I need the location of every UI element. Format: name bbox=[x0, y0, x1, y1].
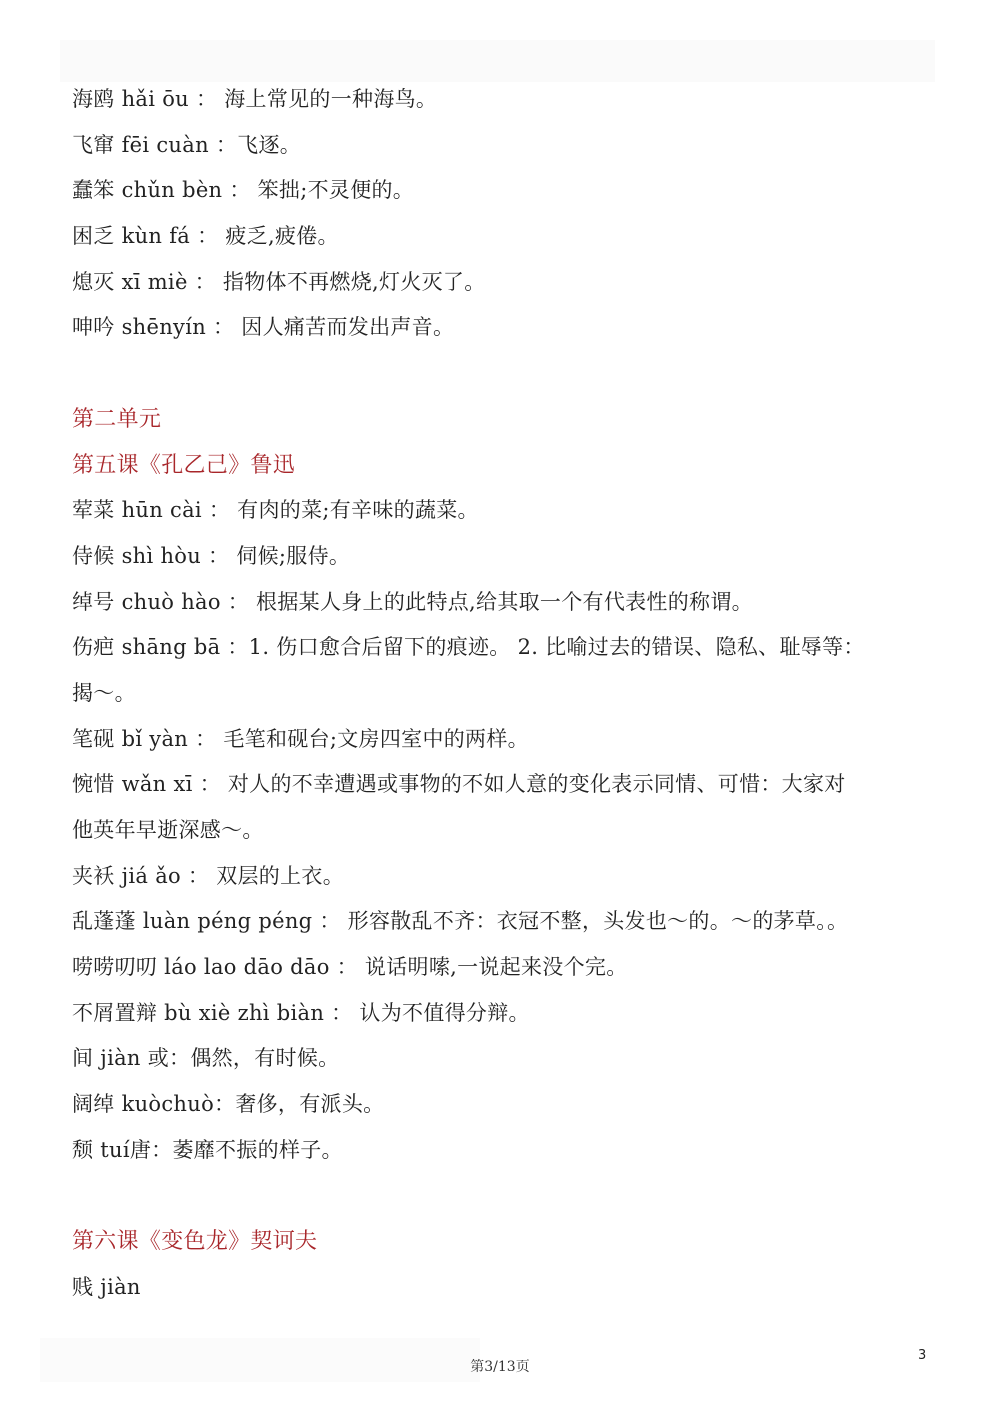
vocab-entry: 伤疤 shāng bā ：1. 伤口愈合后留下的痕迹。 2. 比喻过去的错误、隐私、耻辱等： bbox=[72, 635, 865, 660]
vocab-entry: 间 jiàn 或：偶然，有时候。 bbox=[72, 1046, 340, 1071]
vocab-entry: 惋惜 wǎn xī ： 对人的不幸遭遇或事物的不如人意的变化表示同情、可惜：大家对 bbox=[72, 772, 846, 797]
header-band bbox=[60, 40, 935, 82]
lesson-title: 第五课《孔乙己》鲁迅 bbox=[72, 452, 296, 478]
vocab-entry: 夹袄 jiá ǎo ： 双层的上衣。 bbox=[72, 863, 345, 888]
document-body bbox=[72, 77, 942, 1311]
vocab-entry: 飞窜 fēi cuàn ：飞逐。 bbox=[72, 132, 302, 157]
vocab-entry: 呻吟 shēnyín ： 因人痛苦而发出声音。 bbox=[72, 315, 455, 340]
page-footer: 第3/13页 bbox=[470, 1359, 530, 1375]
vocab-entry: 唠唠叨叨 láo lao dāo dāo ： 说话明嗦,一说起来没个完。 bbox=[72, 955, 628, 980]
vocab-entry: 海鸥 hǎi ōu ： 海上常见的一种海鸟。 bbox=[72, 87, 438, 111]
vocab-entry: 蠢笨 chǔn bèn ： 笨拙;不灵便的。 bbox=[72, 178, 415, 203]
vocab-entry: 乱蓬蓬 luàn péng péng ： 形容散乱不齐：衣冠不整，头发也～的。～的茅草。。 bbox=[72, 909, 849, 934]
vocab-entry: 熄灭 xī miè ： 指物体不再燃烧,灯火灭了。 bbox=[72, 269, 486, 294]
vocab-entry: 不屑置辩 bù xiè zhì biàn ： 认为不值得分辩。 bbox=[72, 1000, 530, 1025]
unit-title: 第二单元 bbox=[72, 406, 162, 432]
vocab-entry-continuation: 他英年早逝深感～。 bbox=[72, 818, 264, 842]
vocab-entry: 笔砚 bǐ yàn ： 毛笔和砚台;文房四室中的两样。 bbox=[72, 726, 529, 751]
page-number: 3 bbox=[918, 1348, 927, 1363]
vocab-entry-continuation: 揭～。 bbox=[72, 680, 136, 705]
vocab-entry: 困乏 kùn fá ： 疲乏,疲倦。 bbox=[72, 224, 339, 249]
vocab-entry: 颓 tuí唐：萎靡不振的样子。 bbox=[72, 1137, 343, 1162]
vocab-entry: 贱 jiàn bbox=[72, 1274, 141, 1299]
lesson-title: 第六课《变色龙》契诃夫 bbox=[72, 1229, 318, 1255]
vocab-entry: 侍候 shì hòu ： 伺候;服侍。 bbox=[72, 543, 351, 568]
vocab-entry: 阔绰 kuòchuò：奢侈，有派头。 bbox=[72, 1092, 385, 1117]
vocab-entry: 绰号 chuò hào ： 根据某人身上的此特点,给其取一个有代表性的称谓。 bbox=[72, 589, 753, 614]
vocab-entry: 荤菜 hūn cài ： 有肉的菜;有辛味的蔬菜。 bbox=[72, 498, 479, 523]
